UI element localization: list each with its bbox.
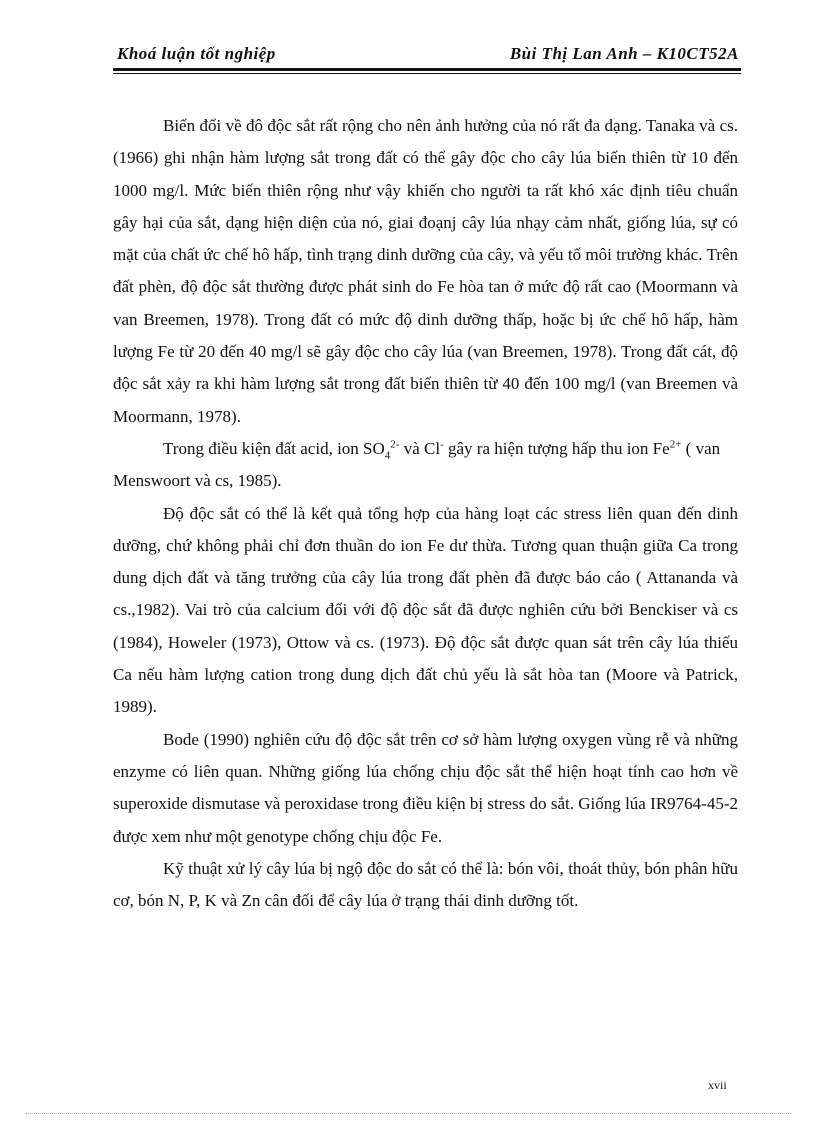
paragraph-2-text-c: gây ra hiện tượng hấp thu ion Fe (443, 438, 670, 458)
header-left-title: Khoá luận tốt nghiệp (117, 44, 276, 63)
paragraph-5: Kỹ thuật xử lý cây lúa bị ngộ độc do sắt có thể là: bón vôi, thoát thủy, bón phân hữu cơ, bón N, P, K và Zn cân đối để cây lúa ở trạng thái dinh dưỡng tốt. (113, 858, 738, 911)
paragraph-2 (113, 433, 738, 498)
paragraph-2-text-b: và Cl (399, 438, 441, 458)
paragraph-2-sup-2plus: 2+ (669, 438, 682, 451)
page-number: xvii (708, 1078, 727, 1092)
paragraph-2-sup-minus: - (440, 438, 444, 451)
document-body (113, 110, 738, 917)
paragraph-3: Độ độc sắt có thể là kết quả tổng hợp của hàng loạt các stress liên quan đến dinh dưỡng, chứ không phải chỉ đơn thuần do ion Fe dư thừa. Tương quan thuận giữa Ca trong dung dịch đất và tăng trưởng của cây lúa trong đất phèn đã được báo cáo ( Attananda và cs.,1982). Vai trò của calcium đối với độ độc sắt đã được nghiên cứu bởi Benckiser và cs (1984), Howeler (1973), Ottow và cs. (1973). Độ độc sắt được quan sát trên cây lúa thiếu Ca nếu hàm lượng cation trong dung dịch đất chủ yếu là sắt hòa tan (Moore và Patrick, 1989). (113, 503, 738, 717)
page-header (113, 38, 741, 78)
paragraph-2-sub-4: 4 (384, 449, 391, 462)
paragraph-1: Biến đổi về đô độc sắt rất rộng cho nên ảnh hưởng của nó rất đa dạng. Tanaka và cs.(1966) ghi nhận hàm lượng sắt trong đất có thể gây độc cho cây lúa biến thiên từ 10 đến 1000 mg/l. Mức biến thiên rộng như vậy khiến cho người ta rất khó xác định tiêu chuẩn gây hại của sắt, dạng hiện diện của nó, giai đoạnj cây lúa nhạy cảm nhất, giống lúa, sự có mặt của chất ức chế hô hấp, tình trạng dinh dưỡng của cây, và yếu tố môi trường khác. Trên đất phèn, độ độc sắt thường được phát sinh do Fe hòa tan ở mức độ rất cao (Moormann và van Breemen, 1978). Trong đất có mức độ dinh dưỡng thấp, hoặc bị ức chế hô hấp, hàm lượng Fe từ 20 đến 40 mg/l sẽ gây độc cho cây lúa (van Breemen, 1978). Trong đất cát, độ độc sắt xảy ra khi hàm lượng sắt trong đất biến thiên từ 40 đến 100 mg/l (van Breemen và Moormann, 1978). (113, 116, 738, 426)
header-right-author: Bùi Thị Lan Anh – K10CT52A (509, 44, 739, 63)
header-rule-thin (113, 73, 741, 74)
header-rule-thick (113, 68, 741, 71)
paragraph-2-sup-2minus: 2- (390, 438, 400, 451)
paragraph-2-text-d: ( van Menswoort và cs, 1985). (113, 438, 721, 491)
footer-divider (25, 1113, 791, 1114)
paragraph-4: Bode (1990) nghiên cứu độ độc sắt trên cơ sở hàm lượng oxygen vùng rễ và những enzyme có liên quan. Những giống lúa chống chịu độc sắt thể hiện hoạt tính cao hơn về superoxide dismutase và peroxidase trong điều kiện bị stress do sắt. Giống lúa IR9764-45-2 được xem như một genotype chống chịu độc Fe. (113, 729, 738, 846)
paragraph-2-text-a: Trong điều kiện đất acid, ion SO (163, 438, 385, 458)
